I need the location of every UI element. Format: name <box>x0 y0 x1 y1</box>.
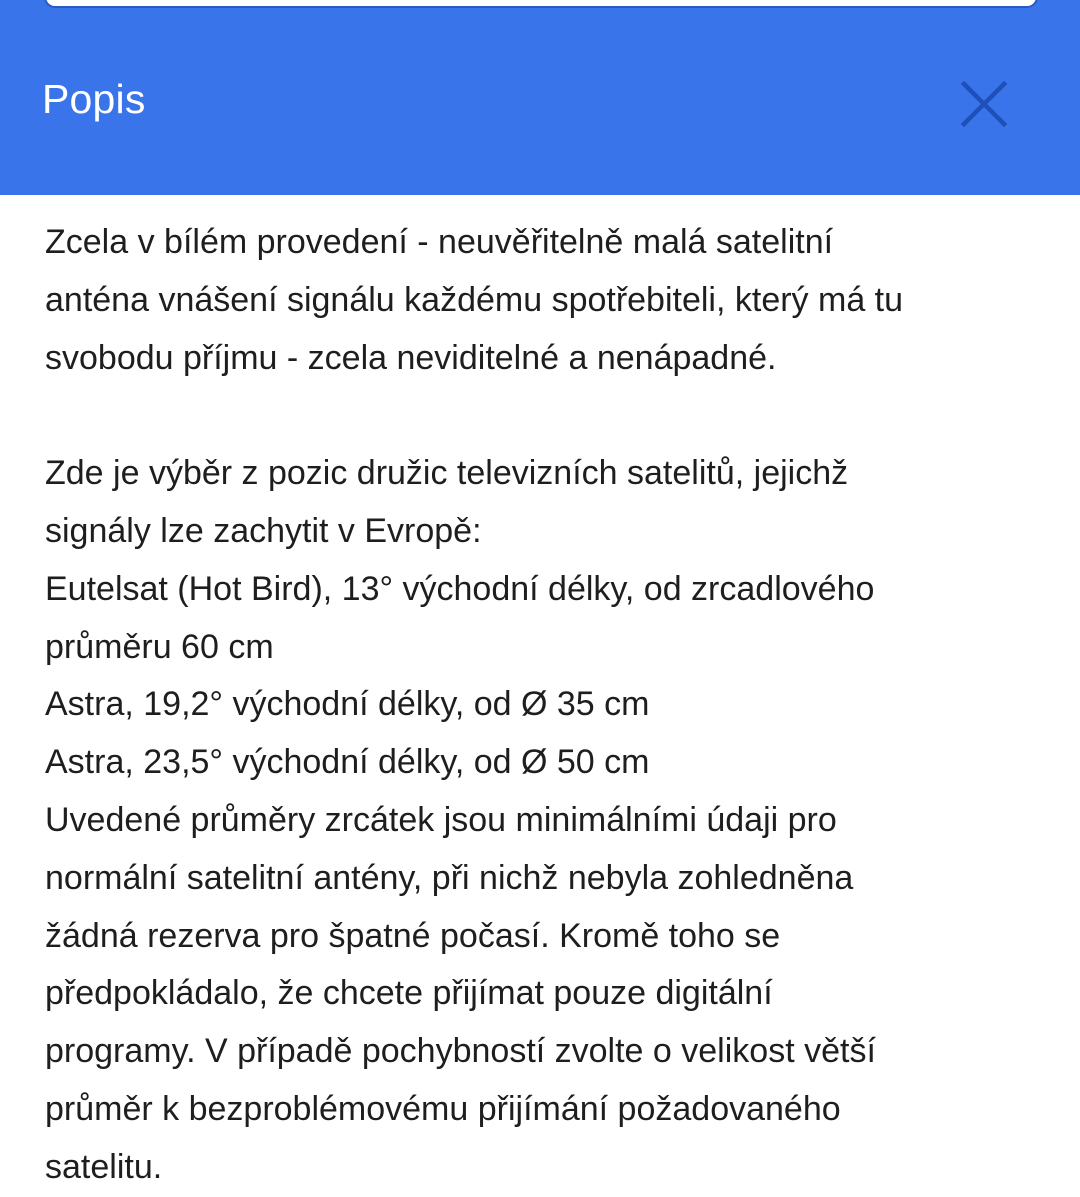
paragraph-spacer <box>45 387 1055 445</box>
close-icon <box>950 70 1018 138</box>
dialog-title: Popis <box>42 76 146 122</box>
underlying-input-edge <box>44 0 1038 8</box>
description-paragraph-intro: Zcela v bílém provedení - neuvěřitelně malá satelitní anténa vnášení signálu každému spotřebiteli, který má tu svobodu příjmu - zcela neviditelné a nenápadné. <box>45 223 904 377</box>
close-button[interactable] <box>950 70 1018 138</box>
top-edge-strip <box>0 0 1080 10</box>
dialog-header <box>0 10 1080 195</box>
description-paragraph-satellites: Zde je výběr z pozic družic televizních satelitů, jejichž signály lze zachytit v Evropě: Eutelsat (Hot Bird), 13° východní délky, od zrcadlového průměru 60 cm Astra, 19,2° východní délky, od Ø 35 cm Astra, 23,5° východní délky, od Ø 50 cm Uvedené průměry zrcátek jsou minimálními údaji pro normální satelitní antény, při nichž nebyla zohledněna žádná rezerva pro špatné počasí. Kromě toho se předpokládalo, že chcete přijímat pouze digitální programy. V případě pochybností zvolte o velikost větší průměr k bezproblémovému přijímání požadovaného satelitu. <box>45 454 876 1186</box>
description-body <box>45 214 1055 1197</box>
